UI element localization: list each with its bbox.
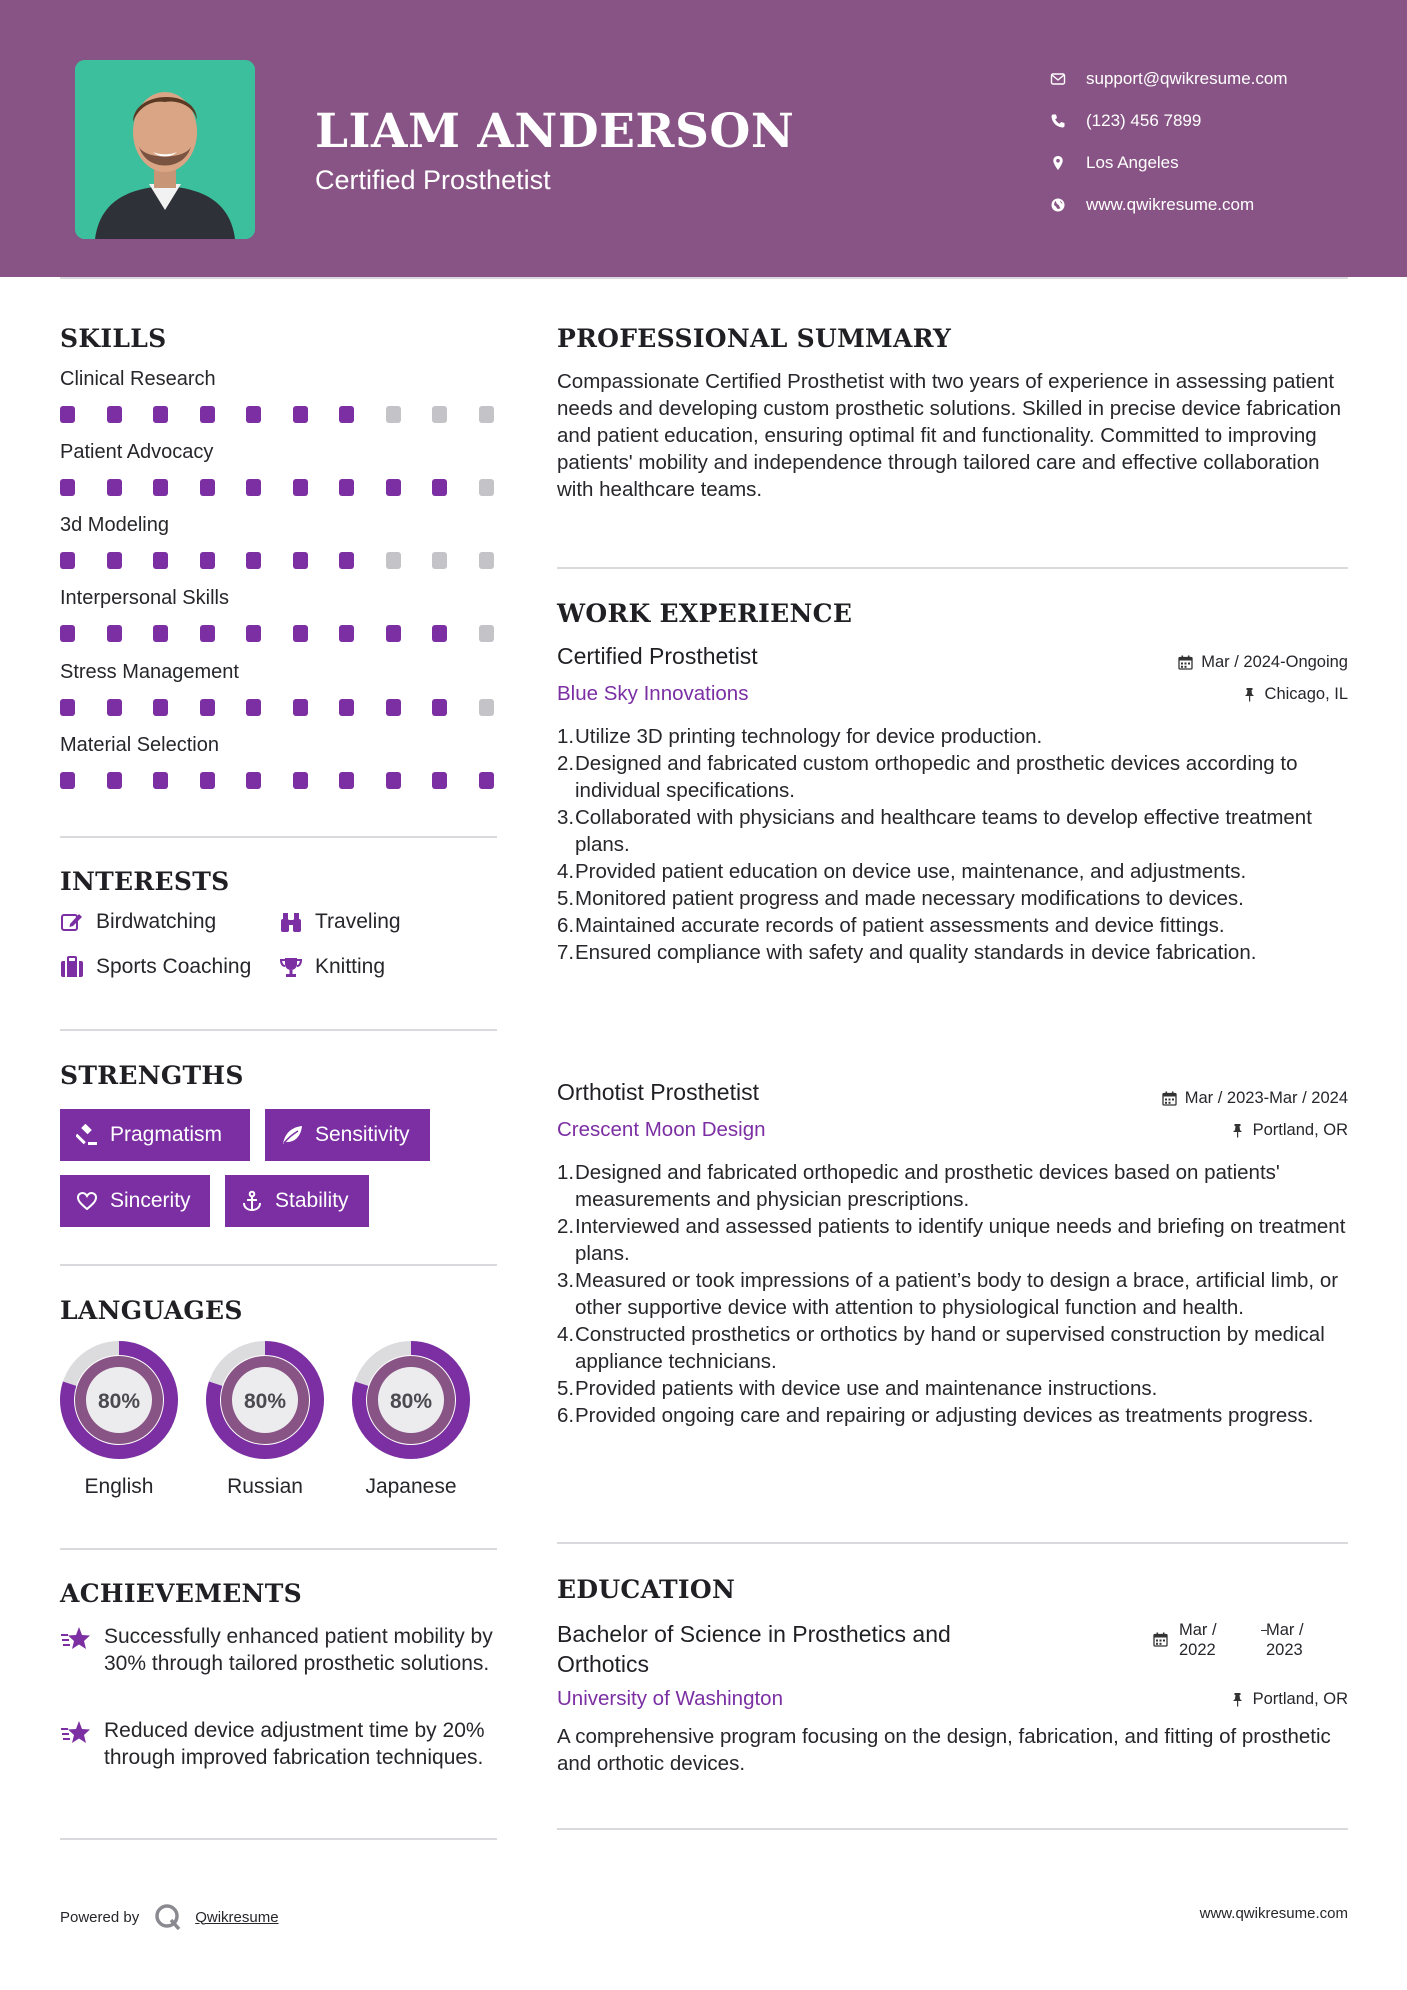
star-icon xyxy=(60,1719,92,1747)
skill-dot-empty xyxy=(479,552,494,569)
globe-icon xyxy=(1050,197,1086,213)
task-item xyxy=(557,1375,1347,1402)
interest-label: Sports Coaching xyxy=(96,955,252,978)
contact-phone-text: (123) 456 7899 xyxy=(1086,111,1202,130)
pencil-edit-icon xyxy=(60,911,84,933)
powered-by-text: Powered by xyxy=(60,1908,140,1926)
language-ring-chart xyxy=(204,1339,326,1461)
job-task-list xyxy=(557,1159,1347,1429)
strength-label: Stability xyxy=(275,1189,349,1212)
skill-dot-empty xyxy=(386,552,401,569)
task-text: Ensured compliance with safety and quality standards in device fabrication. xyxy=(575,941,1257,964)
skill-dot-filled xyxy=(60,699,75,716)
contact-website[interactable] xyxy=(1050,184,1380,226)
skill-rating xyxy=(60,699,500,717)
task-text: Provided patient education on device use, maintenance, and adjustments. xyxy=(575,860,1247,883)
task-number: 6. xyxy=(557,1404,575,1427)
skill-rating xyxy=(60,479,500,497)
section-divider xyxy=(60,1264,497,1266)
skill-dot-filled xyxy=(107,625,122,642)
summary-text: Compassionate Certified Prosthetist with two years of experience in assessing patient needs and developing custom prosthetic solutions. Skilled in precise device fabrication and patient education, ensuring optimal fit and functionality. Committed to improving patients' mobility and independence through tailored care and effective collaboration with healthcare teams. xyxy=(557,370,1342,501)
ring-percent-label: 80% xyxy=(389,1390,433,1413)
job-location xyxy=(1230,1121,1348,1140)
date-part: 2023 xyxy=(1266,1641,1303,1659)
skill-dot-filled xyxy=(386,479,401,496)
skill-dot-filled xyxy=(153,625,168,642)
skill-dot-filled xyxy=(339,699,354,716)
skill-dot-filled xyxy=(200,406,215,423)
contact-email[interactable] xyxy=(1050,58,1380,100)
section-divider xyxy=(60,836,497,838)
education-end xyxy=(1266,1620,1304,1660)
task-text: Maintained accurate records of patient assessments and device fittings. xyxy=(575,914,1225,937)
skill-dot-empty xyxy=(479,406,494,423)
job-location xyxy=(1242,685,1348,704)
task-number: 5. xyxy=(557,1377,575,1400)
task-text: Measured or took impressions of a patient’s body to design a brace, artificial limb, or other supportive device with attention to physiological function and health. xyxy=(575,1269,1339,1319)
profile-photo xyxy=(75,60,255,239)
section-divider xyxy=(60,1838,497,1840)
resume-header xyxy=(0,0,1407,277)
education-description: A comprehensive program focusing on the design, fabrication, and fitting of prosthetic and orthotic devices. xyxy=(557,1725,1331,1775)
pushpin-icon xyxy=(1242,687,1257,702)
achievement-item xyxy=(60,1623,500,1677)
section-divider xyxy=(60,1029,497,1031)
skill-dot-filled xyxy=(339,479,354,496)
skill-dot-filled xyxy=(107,552,122,569)
skill-rating xyxy=(60,625,500,643)
ring-percent-label: 80% xyxy=(97,1390,141,1413)
task-item xyxy=(557,723,1347,750)
skill-dot-filled xyxy=(432,479,447,496)
education-location-text: Portland, OR xyxy=(1252,1690,1348,1708)
skill-dot-filled xyxy=(107,772,122,789)
skill-dot-filled xyxy=(432,699,447,716)
achievement-item xyxy=(60,1717,500,1771)
task-number: 5. xyxy=(557,887,575,910)
calendar-icon xyxy=(1162,1091,1177,1106)
task-item xyxy=(557,1321,1347,1375)
contact-location xyxy=(1050,142,1380,184)
contact-email-text: support@qwikresume.com xyxy=(1086,69,1288,88)
skill-dot-filled xyxy=(339,772,354,789)
skill-label: Stress Management xyxy=(60,661,239,683)
job-date-text: Mar / 2023-Mar / 2024 xyxy=(1184,1089,1348,1107)
skill-dot-filled xyxy=(386,772,401,789)
language-label: English xyxy=(84,1475,154,1498)
skill-dot-filled xyxy=(153,699,168,716)
interest-label: Traveling xyxy=(315,910,401,933)
skill-dot-filled xyxy=(60,772,75,789)
interest-item xyxy=(279,955,385,979)
leaf-icon xyxy=(281,1124,303,1146)
task-item xyxy=(557,858,1347,885)
footer-website[interactable]: www.qwikresume.com xyxy=(1199,1905,1348,1922)
skill-dot-filled xyxy=(479,772,494,789)
header-divider xyxy=(60,277,1348,279)
skill-dot-filled xyxy=(246,699,261,716)
education-start xyxy=(1179,1620,1217,1660)
interest-label: Birdwatching xyxy=(96,910,217,933)
candidate-name: LIAM ANDERSON xyxy=(315,104,795,159)
task-text: Constructed prosthetics or orthotics by hand or supervised construction by medical appliance technicians. xyxy=(575,1323,1325,1373)
skill-dot-filled xyxy=(293,772,308,789)
star-icon xyxy=(60,1625,92,1653)
skill-dot-filled xyxy=(200,479,215,496)
phone-icon xyxy=(1050,113,1086,129)
task-item xyxy=(557,912,1347,939)
strength-label: Sincerity xyxy=(110,1189,191,1212)
skill-dot-filled xyxy=(246,625,261,642)
task-text: Provided patients with device use and maintenance instructions. xyxy=(575,1377,1158,1400)
task-number: 2. xyxy=(557,1215,575,1238)
job-date xyxy=(1178,653,1348,672)
task-number: 1. xyxy=(557,725,575,748)
strengths-heading: STRENGTHS xyxy=(60,1061,244,1090)
language-ring xyxy=(350,1339,472,1466)
footer-powered-by xyxy=(60,1902,279,1932)
skill-dot-filled xyxy=(246,406,261,423)
skill-dot-filled xyxy=(200,699,215,716)
skill-dot-filled xyxy=(107,479,122,496)
contact-phone[interactable] xyxy=(1050,100,1380,142)
interest-label: Knitting xyxy=(315,955,386,978)
task-number: 3. xyxy=(557,1269,575,1292)
achievement-text: Successfully enhanced patient mobility by 30% through tailored prosthetic solutions. xyxy=(104,1625,493,1675)
skill-dot-filled xyxy=(246,552,261,569)
pushpin-icon xyxy=(1230,1123,1245,1138)
job-title: Certified Prosthetist xyxy=(557,643,758,669)
language-ring-chart xyxy=(58,1339,180,1461)
skill-dot-filled xyxy=(60,625,75,642)
skill-dot-empty xyxy=(479,699,494,716)
degree-title xyxy=(557,1619,951,1679)
contact-location-text: Los Angeles xyxy=(1086,153,1179,172)
date-part: Mar / xyxy=(1179,1621,1217,1639)
gavel-icon xyxy=(76,1124,98,1146)
language-ring-chart xyxy=(350,1339,472,1461)
education-location xyxy=(1230,1690,1348,1709)
interest-item xyxy=(60,910,216,934)
skill-label: 3d Modeling xyxy=(60,514,169,536)
language-label: Japanese xyxy=(365,1475,457,1498)
task-text: Collaborated with physicians and healthcare teams to develop effective treatment plans. xyxy=(575,806,1312,856)
candidate-title: Certified Prosthetist xyxy=(315,165,551,195)
degree-line: Orthotics xyxy=(557,1651,650,1677)
language-label: Russian xyxy=(227,1475,303,1498)
skill-dot-filled xyxy=(293,552,308,569)
degree-line: Bachelor of Science in Prosthetics and xyxy=(557,1621,951,1647)
skill-dot-empty xyxy=(386,406,401,423)
trophy-icon xyxy=(279,956,303,978)
skill-dot-filled xyxy=(153,479,168,496)
skill-dot-filled xyxy=(107,699,122,716)
skill-dot-filled xyxy=(200,552,215,569)
task-number: 4. xyxy=(557,1323,575,1346)
calendar-icon xyxy=(1178,655,1193,670)
task-text: Interviewed and assessed patients to identify unique needs and briefing on treatment plans. xyxy=(575,1215,1346,1265)
strength-label: Sensitivity xyxy=(315,1123,410,1146)
section-divider xyxy=(557,567,1348,569)
ring-percent-label: 80% xyxy=(243,1390,287,1413)
calendar-icon xyxy=(1153,1632,1168,1647)
skill-label: Clinical Research xyxy=(60,368,216,390)
section-divider xyxy=(557,1828,1348,1830)
job-date-text: Mar / 2024-Ongoing xyxy=(1201,653,1348,671)
anchor-icon xyxy=(241,1190,263,1212)
task-item xyxy=(557,1159,1347,1213)
section-divider xyxy=(60,1548,497,1550)
skill-dot-filled xyxy=(107,406,122,423)
skill-dot-filled xyxy=(200,625,215,642)
section-divider xyxy=(557,1542,1348,1544)
task-item xyxy=(557,750,1347,804)
language-ring xyxy=(58,1339,180,1466)
skill-dot-filled xyxy=(153,772,168,789)
task-number: 6. xyxy=(557,914,575,937)
interest-item xyxy=(279,910,401,934)
skill-rating xyxy=(60,552,500,570)
skill-rating xyxy=(60,406,500,424)
skill-dot-filled xyxy=(153,406,168,423)
interest-item xyxy=(60,955,251,979)
education-heading: EDUCATION xyxy=(557,1575,736,1604)
skill-dot-filled xyxy=(386,625,401,642)
skill-label: Patient Advocacy xyxy=(60,441,214,463)
task-text: Provided ongoing care and repairing or adjusting devices as treatments progress. xyxy=(575,1404,1314,1427)
task-number: 2. xyxy=(557,752,575,775)
experience-heading: WORK EXPERIENCE xyxy=(557,599,853,628)
contact-list xyxy=(1050,58,1380,226)
skill-dot-empty xyxy=(479,625,494,642)
skill-dot-filled xyxy=(293,479,308,496)
skill-dot-filled xyxy=(246,772,261,789)
skill-dot-filled xyxy=(339,406,354,423)
strength-chip xyxy=(60,1109,250,1161)
strength-chip xyxy=(225,1175,369,1227)
task-text: Monitored patient progress and made necessary modifications to devices. xyxy=(575,887,1244,910)
pushpin-icon xyxy=(1230,1692,1245,1707)
binoculars-icon xyxy=(279,911,303,933)
skill-dot-filled xyxy=(293,699,308,716)
location-pin-icon xyxy=(1050,155,1086,171)
qwikresume-logo-icon xyxy=(153,1902,183,1932)
skill-dot-filled xyxy=(386,699,401,716)
brand-link[interactable]: Qwikresume xyxy=(195,1908,279,1926)
skill-dot-filled xyxy=(293,625,308,642)
task-item xyxy=(557,885,1347,912)
interests-heading: INTERESTS xyxy=(60,867,230,896)
task-number: 1. xyxy=(557,1161,575,1184)
job-title: Orthotist Prosthetist xyxy=(557,1079,759,1105)
company-name: Blue Sky Innovations xyxy=(557,682,749,705)
job-location-text: Portland, OR xyxy=(1252,1121,1348,1139)
skill-dot-filled xyxy=(339,552,354,569)
briefcase-icon xyxy=(60,956,84,978)
skill-dot-filled xyxy=(246,479,261,496)
strength-chip xyxy=(265,1109,430,1161)
summary-heading: PROFESSIONAL SUMMARY xyxy=(557,324,952,353)
company-name: Crescent Moon Design xyxy=(557,1118,766,1141)
date-part: 2022 xyxy=(1179,1641,1216,1659)
skill-label: Interpersonal Skills xyxy=(60,587,229,609)
skill-dot-filled xyxy=(339,625,354,642)
skill-dot-filled xyxy=(60,406,75,423)
task-text: Designed and fabricated orthopedic and prosthetic devices based on patients' measurements and physician prescriptions. xyxy=(575,1161,1280,1211)
task-item xyxy=(557,804,1347,858)
skills-heading: SKILLS xyxy=(60,324,167,353)
task-item xyxy=(557,1213,1347,1267)
skill-label: Material Selection xyxy=(60,734,219,756)
task-text: Utilize 3D printing technology for device production. xyxy=(575,725,1043,748)
date-part: Mar / xyxy=(1266,1621,1304,1639)
achievements-heading: ACHIEVEMENTS xyxy=(60,1579,302,1608)
language-ring xyxy=(204,1339,326,1466)
job-task-list xyxy=(557,723,1347,966)
skill-dot-filled xyxy=(60,552,75,569)
education-dates xyxy=(1153,1620,1349,1660)
task-number: 4. xyxy=(557,860,575,883)
task-text: Designed and fabricated custom orthopedic and prosthetic devices according to individual specifications. xyxy=(575,752,1298,802)
skill-dot-empty xyxy=(432,552,447,569)
contact-website-text: www.qwikresume.com xyxy=(1086,195,1255,214)
skill-dot-filled xyxy=(200,772,215,789)
school-name: University of Washington xyxy=(557,1687,783,1710)
task-number: 3. xyxy=(557,806,575,829)
achievement-text: Reduced device adjustment time by 20% through improved fabrication techniques. xyxy=(104,1719,485,1769)
skill-rating xyxy=(60,772,500,790)
skill-dot-filled xyxy=(432,772,447,789)
task-number: 7. xyxy=(557,941,575,964)
skill-dot-filled xyxy=(432,625,447,642)
job-location-text: Chicago, IL xyxy=(1264,685,1348,703)
skill-dot-empty xyxy=(479,479,494,496)
strength-chip xyxy=(60,1175,210,1227)
task-item xyxy=(557,1267,1347,1321)
skill-dot-filled xyxy=(293,406,308,423)
skill-dot-filled xyxy=(60,479,75,496)
skill-dot-empty xyxy=(432,406,447,423)
job-date xyxy=(1162,1089,1348,1108)
strength-label: Pragmatism xyxy=(110,1123,223,1146)
languages-heading: LANGUAGES xyxy=(60,1296,243,1325)
task-item xyxy=(557,939,1347,966)
skill-dot-filled xyxy=(153,552,168,569)
envelope-icon xyxy=(1050,71,1086,87)
task-item xyxy=(557,1402,1347,1429)
heart-icon xyxy=(76,1190,98,1212)
